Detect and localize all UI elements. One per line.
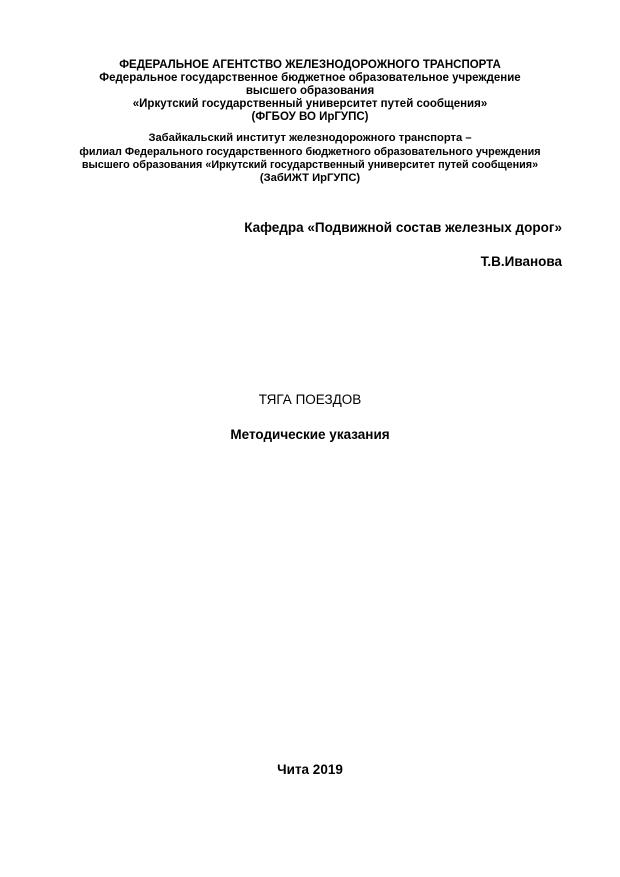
agency-name: ФЕДЕРАЛЬНОЕ АГЕНТСТВО ЖЕЛЕЗНОДОРОЖНОГО ТРАНСПОРТА bbox=[119, 59, 501, 71]
branch-abbreviation: (ЗабИЖТ ИрГУПС) bbox=[259, 172, 361, 184]
branch-line-2: филиал Федерального государственного бюджетного образовательного учреждения bbox=[79, 146, 541, 158]
branch-line-1: Забайкальский институт железнодорожного транспорта – bbox=[148, 132, 472, 144]
author-name: Т.В.Иванова bbox=[480, 254, 562, 269]
institution-line-2: высшего образования bbox=[245, 85, 375, 97]
department-name: Кафедра «Подвижной состав железных дорог» bbox=[244, 220, 562, 235]
institution-line-1: Федеральное государственное бюджетное образовательное учреждение bbox=[99, 72, 521, 84]
institution-line-3: «Иркутский государственный университет путей сообщения» bbox=[132, 98, 488, 110]
branch-line-3: высшего образования «Иркутский государственный университет путей сообщения» bbox=[81, 159, 539, 171]
city-year: Чита 2019 bbox=[277, 762, 343, 777]
document-subtitle: Методические указания bbox=[230, 427, 390, 442]
institution-abbreviation: (ФГБОУ ВО ИрГУПС) bbox=[251, 111, 369, 123]
document-title: ТЯГА ПОЕЗДОВ bbox=[258, 392, 362, 407]
